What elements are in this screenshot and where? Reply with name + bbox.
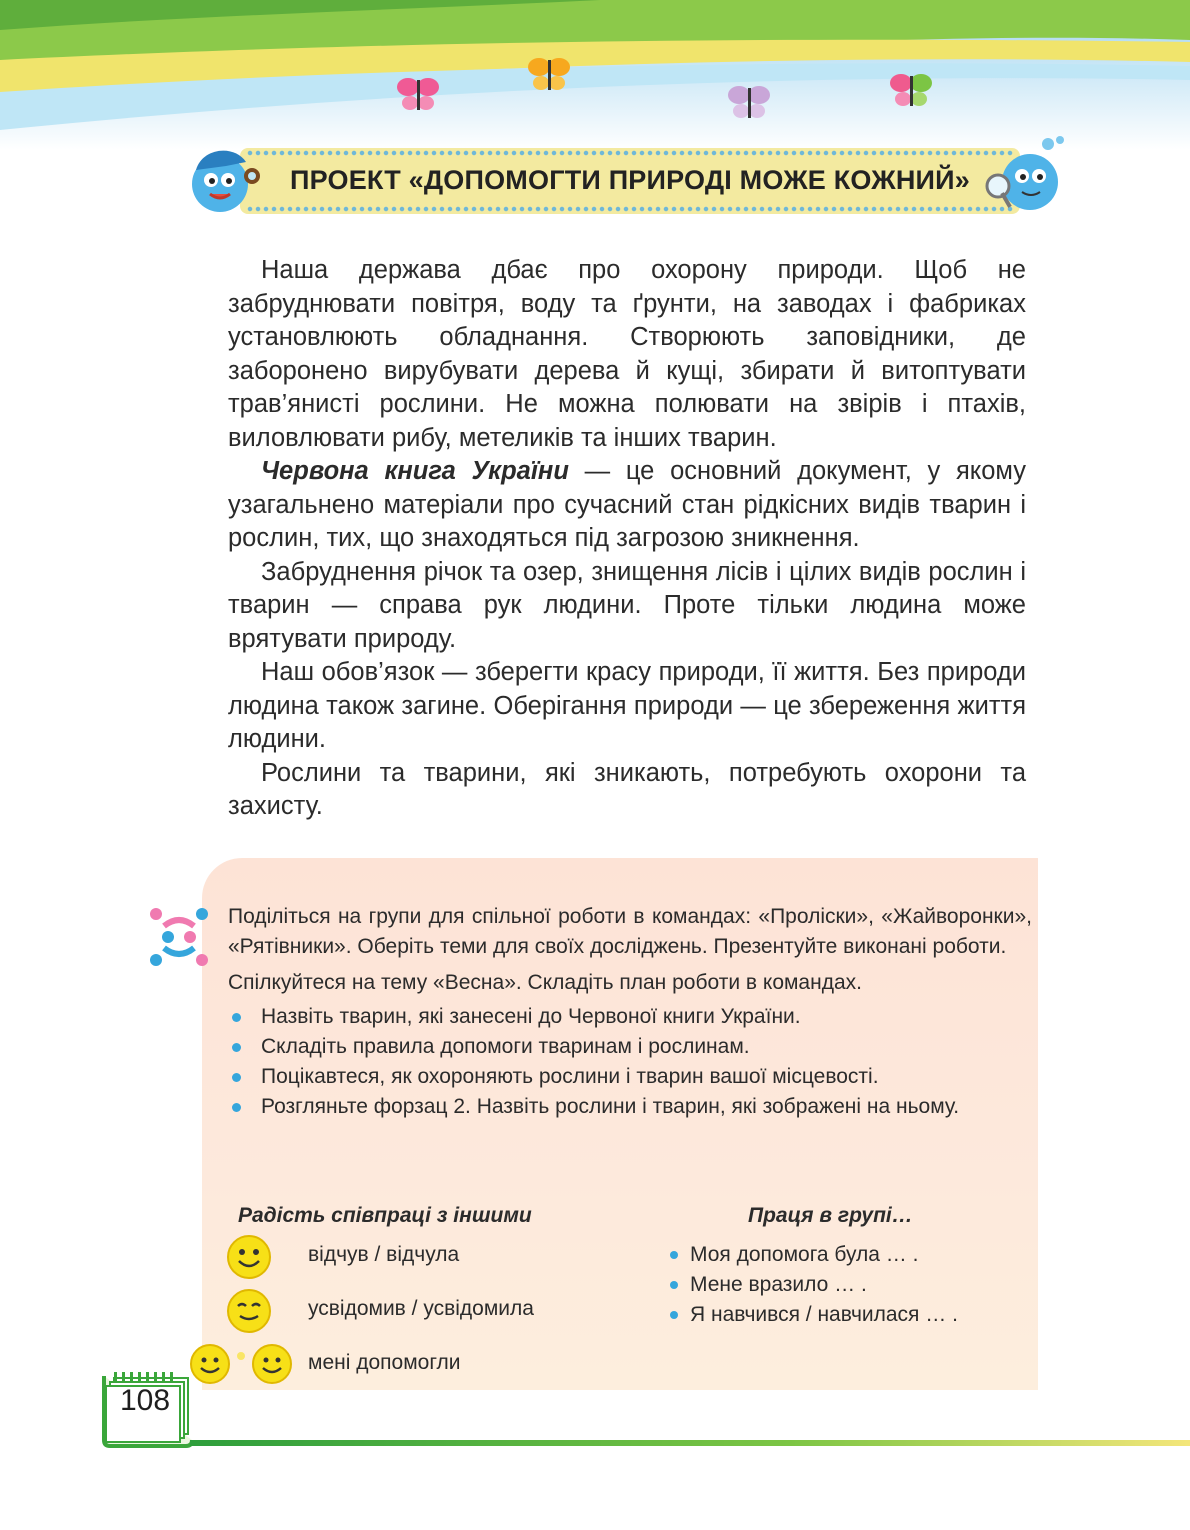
task-content: [228, 902, 1032, 1122]
top-banner: [0, 0, 1190, 150]
butterfly-icon: [526, 54, 572, 94]
task-second: Спілкуйтеся на тему «Весна». Складіть план роботи в командах.: [228, 971, 862, 994]
bottom-line: [190, 1440, 1190, 1446]
main-text: [228, 254, 1026, 824]
list-item: Поцікавтеся, як охороняють рослини і тварин вашої місцевості.: [228, 1062, 1032, 1092]
reflection-item: відчув / відчула: [308, 1243, 460, 1266]
butterfly-icon: [726, 82, 772, 122]
reflection-item: усвідомив / усвідомила: [308, 1297, 534, 1320]
task-bullets: [228, 1002, 1032, 1122]
list-item: Складіть правила допомоги тваринам і рослинам.: [228, 1032, 1032, 1062]
paragraph: Забруднення річок та озер, знищення лісів і цілих видів рослин і тварин — справа рук людини. Проте тільки людина може врятувати природу.: [228, 557, 1026, 653]
list-item: Назвіть тварин, які занесені до Червоної книги України.: [228, 1002, 1032, 1032]
page-title: ПРОЕКТ «ДОПОМОГТИ ПРИРОДІ МОЖЕ КОЖНИЙ»: [290, 165, 970, 195]
paragraph: [228, 455, 1026, 556]
magnifier-mascot-icon: [984, 130, 1070, 218]
two-smileys-icon: [188, 1342, 294, 1386]
reflection-item: мені допомогли: [308, 1351, 461, 1374]
page-number: 108: [120, 1384, 171, 1417]
butterfly-icon: [395, 74, 441, 114]
red-book-term: Червона книга України: [261, 457, 569, 485]
group-work-list: [668, 1240, 958, 1330]
reflection-left-title: Радість співпраці з іншими: [238, 1204, 532, 1227]
butterfly-icon: [888, 70, 934, 110]
paragraph: Рослини та тварини, які зникають, потребують охорони та захисту.: [228, 758, 1026, 820]
team-work-icon: [146, 904, 212, 970]
list-item: Мене вразило … .: [668, 1270, 958, 1300]
smiley-icon: [226, 1234, 272, 1280]
project-title-bar: [240, 148, 1020, 214]
paragraph: Наш обов’язок — зберегти красу природи, її життя. Без природи людина також загине. Оберігання природи — це збереження життя людини.: [228, 658, 1026, 753]
task-intro: Поділіться на групи для спільної роботи в командах: «Проліски», «Жайворонки», «Рятівники». Оберіть теми для своїх досліджень. Презентуйте виконані роботи.: [228, 905, 1032, 958]
reflection-right-title: Праця в групі…: [748, 1204, 913, 1227]
smiley-icon: [226, 1288, 272, 1334]
paragraph-text: — це основний документ, у якому узагальнено матеріали про сучасний стан рідкісних видів тварин і рослин, тих, що знаходяться під загрозою зникнення.: [228, 457, 1026, 552]
water-drop-mascot-icon: [186, 140, 266, 216]
dotted-border: [246, 150, 1014, 156]
list-item: Я навчився / навчилася … .: [668, 1300, 958, 1330]
list-item: Розгляньте форзац 2. Назвіть рослини і тварин, які зображені на ньому.: [228, 1092, 1032, 1122]
paragraph: Наша держава дбає про охорону природи. Щоб не забруднювати повітря, воду та ґрунти, на заводах і фабриках установлюють обладнання. Створюють заповідники, де заборонено вирубувати дерева й кущі, збирати й витоптувати трав’янисті рослини. Не можна полювати на звірів і птахів, виловлювати рибу, метеликів та інших тварин.: [228, 256, 1026, 452]
dotted-border: [246, 206, 1014, 212]
list-item: Моя допомога була … .: [668, 1240, 958, 1270]
